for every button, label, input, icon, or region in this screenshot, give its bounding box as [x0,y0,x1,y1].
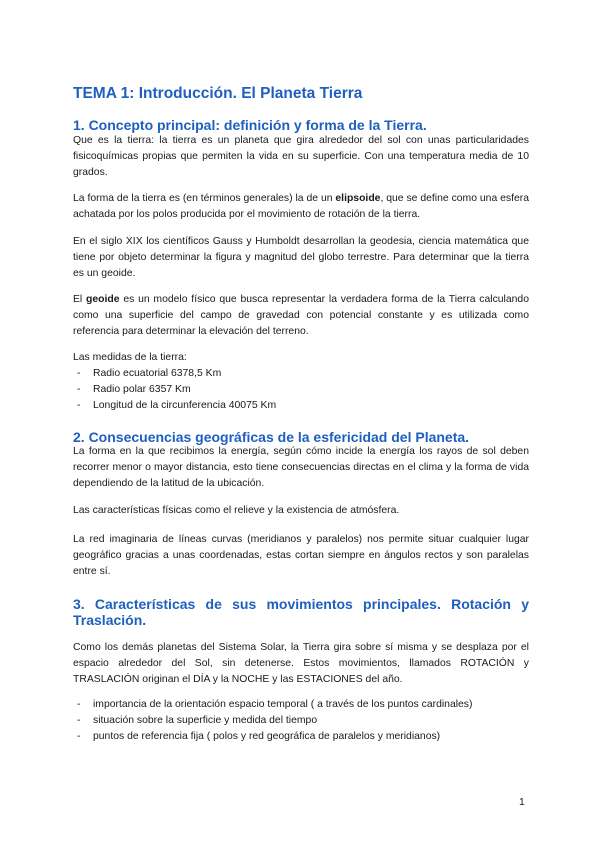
list-item: - importancia de la orientación espacio temporal ( a través de los puntos cardinales) [73,697,529,713]
section-2-paragraph-2: Las características físicas como el relieve y la existencia de atmósfera. [73,505,400,516]
section-3-heading-line-2: Traslación. [73,612,147,628]
list-item: - Radio ecuatorial 6378,5 Km [73,366,529,382]
section-2-paragraph-3: La red imaginaria de líneas curvas (meridianos y paralelos) nos permite situar cualquier lugar geográfico gracias a unas coordenadas, estas cortan siempre en ángulos rectos y son paralelas entre sí. [73,534,529,577]
page-number: 1 [519,797,525,808]
paragraph-text: El [73,294,87,305]
section-1-paragraph-3: En el siglo XIX los científicos Gauss y Humboldt desarrollan la geodesia, ciencia matemática que tiene por objeto determinar la figura y magnitud del globo terrestre. Para determinar que la tierra es un geoide. [73,236,529,279]
measures-intro: Las medidas de la tierra: [73,352,187,363]
bold-term: elipsoide [335,193,381,204]
section-3-heading-line-1: 3. Características de sus movimientos principales. Rotación y [73,596,529,612]
section-1-paragraph-1: Que es la tierra: la tierra es un planeta que gira alrededor del sol con unas particularidades fisicoquímicas propias que permiten la vida en su superficie. Con una temperatura media de 10 grados. [73,135,529,178]
orientation-list [73,697,529,745]
list-item: - Radio polar 6357 Km [73,382,529,398]
list-item: - situación sobre la superficie y medida del tiempo [73,713,529,729]
bold-term: geoide [86,294,120,305]
paragraph-text: es un modelo físico que busca representar la verdadera forma de la Tierra calculando como una superficie del campo de gravedad con potencial constante y es utilizada como referencia para determinar la elevación del terreno. [73,294,529,337]
section-2-paragraph-1: La forma en la que recibimos la energía, según cómo incide la energía los rayos de sol deben recorrer menor o mayor distancia, esto tiene consecuencias directas en el clima y la forma de vida dependiendo de la latitud de la ubicación. [73,446,529,489]
section-1-paragraph-2 [73,191,529,223]
paragraph-text: La forma de la tierra es (en términos generales) la de un [73,193,336,204]
section-2-heading: 2. Consecuencias geográficas de la esfericidad del Planeta. [73,429,470,445]
measures-list [73,366,529,414]
section-1-heading: 1. Concepto principal: definición y forma de la Tierra. [73,117,427,133]
section-1-paragraph-4 [73,292,529,340]
document-title: TEMA 1: Introducción. El Planeta Tierra [73,85,363,102]
paragraph-text: , que se define como una esfera achatada por los polos producida por el movimiento de rotación de la tierra. [73,193,529,220]
list-item: - puntos de referencia fija ( polos y red geográfica de paralelos y meridianos) [73,729,529,745]
list-item: - Longitud de la circunferencia 40075 Km [73,398,529,414]
section-3-paragraph-1: Como los demás planetas del Sistema Solar, la Tierra gira sobre sí misma y se desplaza por el espacio alrededor del Sol, sin detenerse. Estos movimientos, llamados ROTACIÓN y TRASLACIÓN originan el DÍA y la NOCHE y las ESTACIONES del año. [73,642,529,685]
